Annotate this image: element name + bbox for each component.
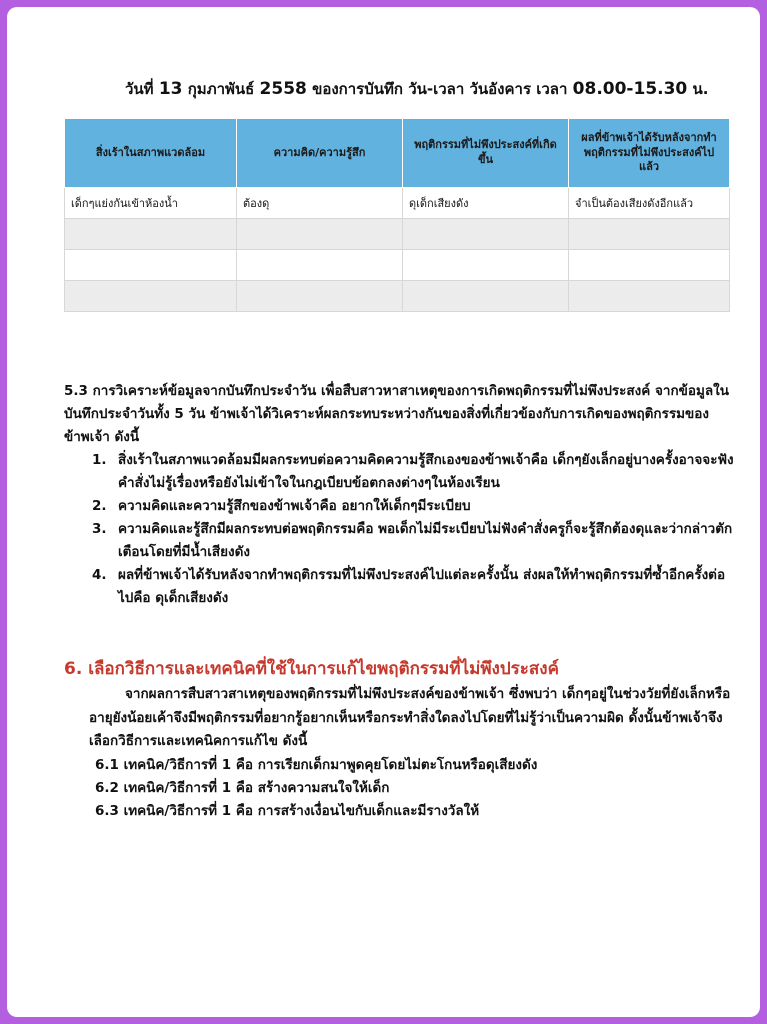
section-6-body [89, 683, 739, 754]
list-item [64, 518, 734, 564]
table-row [65, 219, 730, 250]
table-cell: เด็กๆแย่งกันเข้าห้องน้ำ [65, 188, 237, 219]
item-text: ผลที่ข้าพเจ้าได้รับหลังจากทำพฤติกรรมที่ไม่พึงประสงค์ไปแต่ละครั้งนั้น ส่งผลให้ทำพฤติกรรมที่ซ้ำอีกครั้งต่อไปคือ ดุเด็กเสียงดัง [118, 567, 726, 606]
table-cell [237, 219, 403, 250]
table-row [65, 250, 730, 281]
item-text: ความคิดและความรู้สึกของข้าพเจ้าคือ อยากให้เด็กๆมีระเบียบ [118, 498, 471, 514]
time-range: 08.00-15.30 [572, 79, 688, 99]
table-cell [65, 219, 237, 250]
date-month: กุมภาพันธ์ [187, 80, 255, 98]
table-row [65, 188, 730, 219]
table-cell [403, 219, 569, 250]
list-item [64, 564, 734, 610]
header-outcome: ผลที่ข้าพเจ้าได้รับหลังจากทำพฤติกรรมที่ไม่พึงประสงค์ไปแล้ว [569, 119, 730, 188]
item-number: 4. [92, 567, 107, 583]
table-cell [237, 250, 403, 281]
table-cell [403, 250, 569, 281]
section-intro-text: การวิเคราะห์ข้อมูลจากบันทึกประจำวัน เพื่อสืบสาวหาสาเหตุของการเกิดพฤติกรรมที่ไม่พึงประสงค์ จากข้อมูลในบันทึกประจำวันทั้ง 5 วัน ข้าพเจ้าได้วิเคราะห์ผลกระทบระหว่างกันของสิ่งที่เกี่ยวข้องกับการเกิดของพฤติกรรมของข้าพเจ้า ดังนี้ [64, 383, 729, 445]
table-cell: ดุเด็กเสียงดัง [403, 188, 569, 219]
technique-item: 6.3 เทคนิค/วิธีการที่ 1 คือ การสร้างเงื่อนไขกับเด็กและมีรางวัลให้ [95, 803, 480, 819]
date-year: 2558 [259, 79, 307, 99]
table-cell: ต้องดุ [237, 188, 403, 219]
technique-list [95, 754, 745, 823]
list-item [64, 495, 734, 518]
item-number: 3. [92, 521, 107, 537]
item-text: ความคิดและรู้สึกมีผลกระทบต่อพฤติกรรมคือ พอเด็กไม่มีระเบียบไม่ฟังคำสั่งครูก็จะรู้สึกต้องดุและว่ากล่าวตักเตือนโดยที่มีน้ำเสียงดัง [118, 521, 733, 560]
date-suffix: ของการบันทึก วัน-เวลา วันอังคาร เวลา [312, 80, 568, 98]
behavior-log-table [64, 118, 730, 312]
table-cell [569, 219, 730, 250]
item-number: 2. [92, 498, 107, 514]
header-behavior: พฤติกรรมที่ไม่พึงประสงค์ที่เกิดขึ้น [403, 119, 569, 188]
section-6-title: 6. เลือกวิธีการและเทคนิคที่ใช้ในการแก้ไขพฤติกรรมที่ไม่พึงประสงค์ [64, 659, 559, 679]
table-row [65, 281, 730, 312]
table-cell [65, 281, 237, 312]
table-cell [569, 281, 730, 312]
technique-item: 6.1 เทคนิค/วิธีการที่ 1 คือ การเรียกเด็กมาพูดคุยโดยไม่ตะโกนหรือดุเสียงดัง [95, 757, 538, 773]
section-6-paragraph: จากผลการสืบสาวสาเหตุของพฤติกรรมที่ไม่พึงประสงค์ของข้าพเจ้า ซึ่งพบว่า เด็กๆอยู่ในช่วงวัยที่ยังเล็กหรืออายุยังน้อยเค้าจึงมีพฤติกรรมที่อยากรู้อยากเห็นหรือกระทำสิ่งใดลงไปโดยที่ไม่รู้ว่าเป็นความผิด ดั้งนั้นข้าพเจ้าจึงเลือกวิธีการและเทคนิคการแก้ไข ดังนี้ [89, 686, 731, 749]
table-header-row [65, 119, 730, 188]
table-cell [569, 250, 730, 281]
item-number: 1. [92, 452, 107, 468]
header-stimulus: สิ่งเร้าในสภาพแวดล้อม [65, 119, 237, 188]
section-5-3 [64, 380, 734, 610]
header-thoughts: ความคิด/ความรู้สึก [237, 119, 403, 188]
document-page [7, 7, 760, 1017]
table-cell: จำเป็นต้องเสียงดังอีกแล้ว [569, 188, 730, 219]
list-item [64, 449, 734, 495]
time-unit: น. [692, 80, 709, 98]
section-5-3-intro [64, 380, 734, 449]
table-cell [237, 281, 403, 312]
table-cell [403, 281, 569, 312]
analysis-list [64, 449, 734, 610]
table-cell [65, 250, 237, 281]
technique-item: 6.2 เทคนิค/วิธีการที่ 1 คือ สร้างความสนใจให้เด็ก [95, 780, 390, 796]
section-number: 5.3 [64, 383, 88, 399]
date-prefix: วันที่ [125, 80, 154, 98]
date-day: 13 [158, 79, 183, 99]
record-date-line [125, 77, 745, 101]
item-text: สิ่งเร้าในสภาพแวดล้อมมีผลกระทบต่อความคิดความรู้สึกเองของข้าพเจ้าคือ เด็กๆยังเล็กอยู่บางครั้งอาจจะฟังคำสั่งไม่รู้เรื่องหรือยังไม่เข้าใจในกฎเบียบข้อตกลงต่างๆในห้องเรียน [118, 452, 734, 491]
